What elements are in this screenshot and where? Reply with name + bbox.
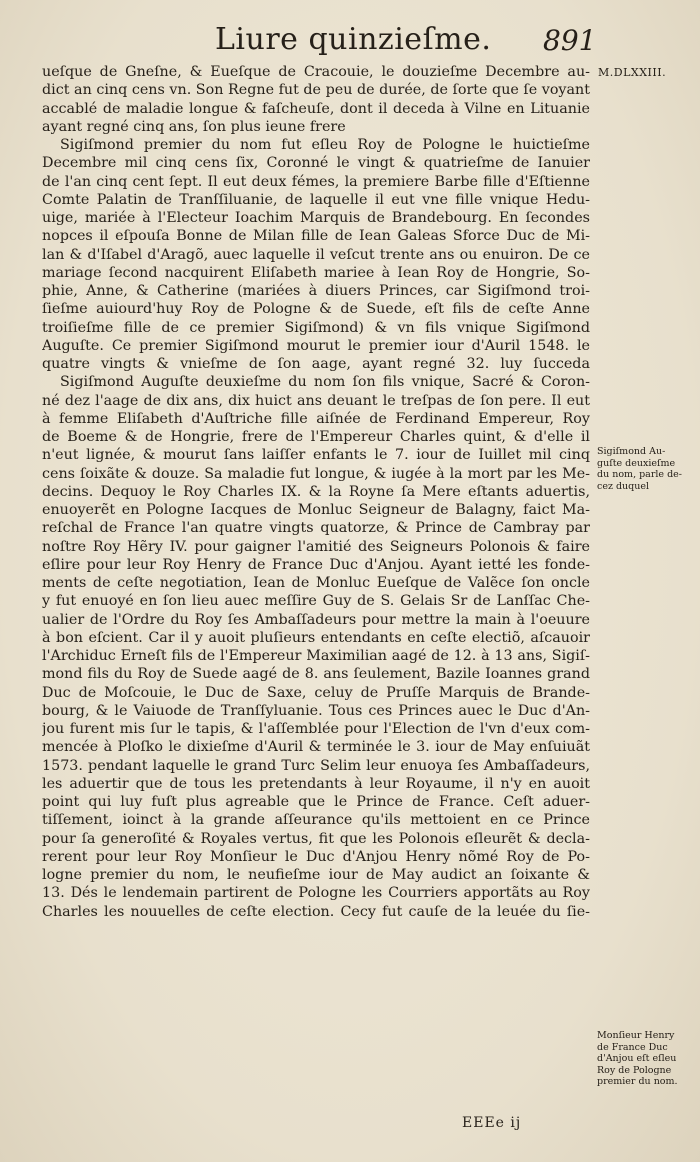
year-marginal: M.DLXXIII. [598, 66, 667, 79]
marginal-line: Monſieur Henry [597, 1030, 675, 1041]
text-line: ueſque de Gneſne, & Eueſque de Cracouie, le douzieſme Decembre au- [42, 64, 590, 80]
text-line: mariage ſecond nacquirent Eliſabeth mariee à Iean Roy de Hongrie, So- [42, 264, 590, 281]
text-line: accablé de maladie longue & faſcheuſe, dont il deceda à Vilne en Lituanie [42, 100, 590, 117]
text-line: né dez l'aage de dix ans, dix huict ans deuant le treſpas de ſon pere. Il eut [42, 392, 590, 409]
marginal-line: cez duquel [597, 480, 650, 492]
marginal-line: premier du nom. [597, 1076, 678, 1087]
text-line: troiſieſme fille de ce premier Sigiſmond) & vn fils vnique Sigiſmond [42, 319, 590, 336]
text-line: Sigiſmond premier du nom fut eſleu Roy de Pologne le huictieſme [60, 137, 590, 153]
text-line: tiſſement, ioinct à la grande aſſeurance qu'ils mettoient en ce Prince [42, 812, 590, 829]
text-line: enuoyerẽt en Pologne Iacques de Monluc Seigneur de Balagny, faict Ma- [42, 502, 590, 518]
text-line: de l'an cinq cent ſept. Il eut deux fémes, la premiere Barbe fille d'Eſtienne [42, 173, 590, 190]
marginal-line: Sigiſmond Au- [597, 446, 666, 457]
text-line: Decembre mil cinq cens ſix, Coronné le vingt & quatrieſme de Ianuier [42, 155, 590, 172]
text-line: lan & d'Iſabel d'Aragõ, auec laquelle il veſcut trente ans ou enuiron. De ce [42, 246, 590, 263]
running-title: Liure quinzieſme. [215, 22, 492, 57]
text-line: dict an cinq cens vn. Son Regne fut de peu de durée, de ſorte que ſe voyant [42, 82, 590, 99]
text-line: bourg, & le Vaiuode de Tranſſyluanie. Tous ces Princes auec le Duc d'An- [42, 702, 590, 719]
text-line: cens ſoixãte & douze. Sa maladie fut longue, & iugée à la mort par les Me- [42, 465, 590, 482]
text-line: l'Archiduc Erneſt fils de l'Empereur Maximilian aagé de 12. à 13 ans, Sigiſ- [42, 648, 590, 664]
text-line: ſieſme auiourd'huy Roy de Pologne & de Suede, eſt fils de ceſte Anne [42, 301, 590, 318]
text-line: à bon eſcient. Car il y auoit pluſieurs entendants en ceſte electiõ, aſcauoir [42, 629, 590, 646]
text-line: n'eut lignée, & mourut ſans laiſſer enfants le 7. iour de Iuillet mil cinq [42, 447, 590, 464]
main-text [42, 63, 590, 921]
text-line: de Boeme & de Hongrie, frere de l'Empereur Charles quint, & d'elle il [42, 429, 590, 445]
text-line: eſlire pour leur Roy Henry de France Duc d'Anjou. Ayant ietté les fonde- [42, 556, 590, 573]
marginal-line: guſte deuxieſme [597, 457, 676, 469]
text-line: nopces il eſpouſa Bonne de Milan fille de Iean Galeas Sforce Duc de Mi- [42, 228, 590, 245]
text-line: Charles les nouuelles de ceſte election. Cecy fut cauſe de la leuée du ſie- [42, 903, 590, 920]
text-line: reſchal de France l'an quatre vingts quatorze, & Prince de Cambray par [42, 520, 590, 537]
text-line: ayant regné cinq ans, ſon plus ieune frere [42, 118, 346, 135]
text-line: ments de ceſte negotiation, Iean de Monluc Eueſque de Valẽce ſon oncle [42, 575, 590, 591]
text-line: quatre vingts & vnieſme de ſon aage, ayant regné 32. luy ſucceda [42, 356, 590, 372]
text-line: point qui luy fuſt plus agreable que le Prince de France. Ceſt aduer- [42, 794, 590, 810]
text-line: decins. Dequoy le Roy Charles IX. & la Royne ſa Mere eſtants aduertis, [42, 483, 590, 500]
text-line: ualier de l'Ordre du Roy ſes Ambaſſadeurs pour mettre la main à l'oeuure [42, 611, 590, 628]
text-line: logne premier du nom, le neufieſme iour de May audict an ſoixante & [42, 867, 590, 883]
marginal-note-sigismond [597, 446, 697, 492]
text-line: rerent pour leur Roy Monſieur le Duc d'Anjou Henry nõmé Roy de Po- [42, 848, 590, 865]
text-line: Sigiſmond Auguſte deuxieſme du nom ſon fils vnique, Sacré & Coron- [60, 374, 590, 391]
text-line: Duc de Moſcouie, le Duc de Saxe, celuy de Pruſſe Marquis de Brande- [42, 684, 590, 701]
page-number: 891 [543, 24, 597, 57]
signature-catchword: EEEe ij [462, 1115, 522, 1131]
text-line: mond fils du Roy de Suede aagé de 8. ans ſeulement, Bazile Ioannes grand [42, 666, 590, 683]
marginal-line: Roy de Pologne [597, 1064, 672, 1076]
marginal-line: d'Anjou eſt eſleu [597, 1053, 677, 1064]
text-line: pour ſa generoſité & Royales vertus, fit que les Polonois eſleurẽt & decla- [42, 830, 590, 847]
text-line: Auguſte. Ce premier Sigiſmond mourut le premier iour d'Auril 1548. le [42, 337, 590, 354]
text-line: 13. Dés le lendemain partirent de Pologne les Courriers apportãts au Roy [42, 885, 590, 902]
marginal-line: du nom, parle de- [597, 469, 682, 480]
text-line: 1573. pendant laquelle le grand Turc Selim leur enuoya ſes Ambaſſadeurs, [42, 757, 590, 774]
text-line: noſtre Roy Hẽry IV. pour gaigner l'amitié des Seigneurs Polonois & faire [42, 538, 590, 555]
text-line: uige, mariée à l'Electeur Ioachim Marquis de Brandebourg. En ſecondes [42, 210, 590, 226]
text-line: mencée à Ploſko le dixieſme d'Auril & terminée le 3. iour de May enſuiuãt [42, 739, 590, 756]
text-line: les aduertir que de tous les pretendants à leur Royaume, il n'y en auoit [42, 775, 590, 792]
text-line: à femme Eliſabeth d'Auſtriche fille aiſnée de Ferdinand Empereur, Roy [42, 410, 590, 427]
text-line: y fut enuoyé en ſon lieu auec meſſire Guy de S. Gelais Sr de Lanſſac Che- [42, 593, 590, 610]
text-line: Comte Palatin de Tranſſiluanie, de laquelle il eut vne fille vnique Hedu- [42, 191, 590, 208]
text-line: jou furent mis ſur le tapis, & l'aſſemblée pour l'Election de l'vn d'eux com- [42, 721, 590, 737]
marginal-note-henry [597, 1030, 697, 1088]
text-line: phie, Anne, & Catherine (mariées à diuers Princes, car Sigiſmond troi- [42, 283, 590, 299]
marginal-line: de France Duc [597, 1041, 668, 1053]
